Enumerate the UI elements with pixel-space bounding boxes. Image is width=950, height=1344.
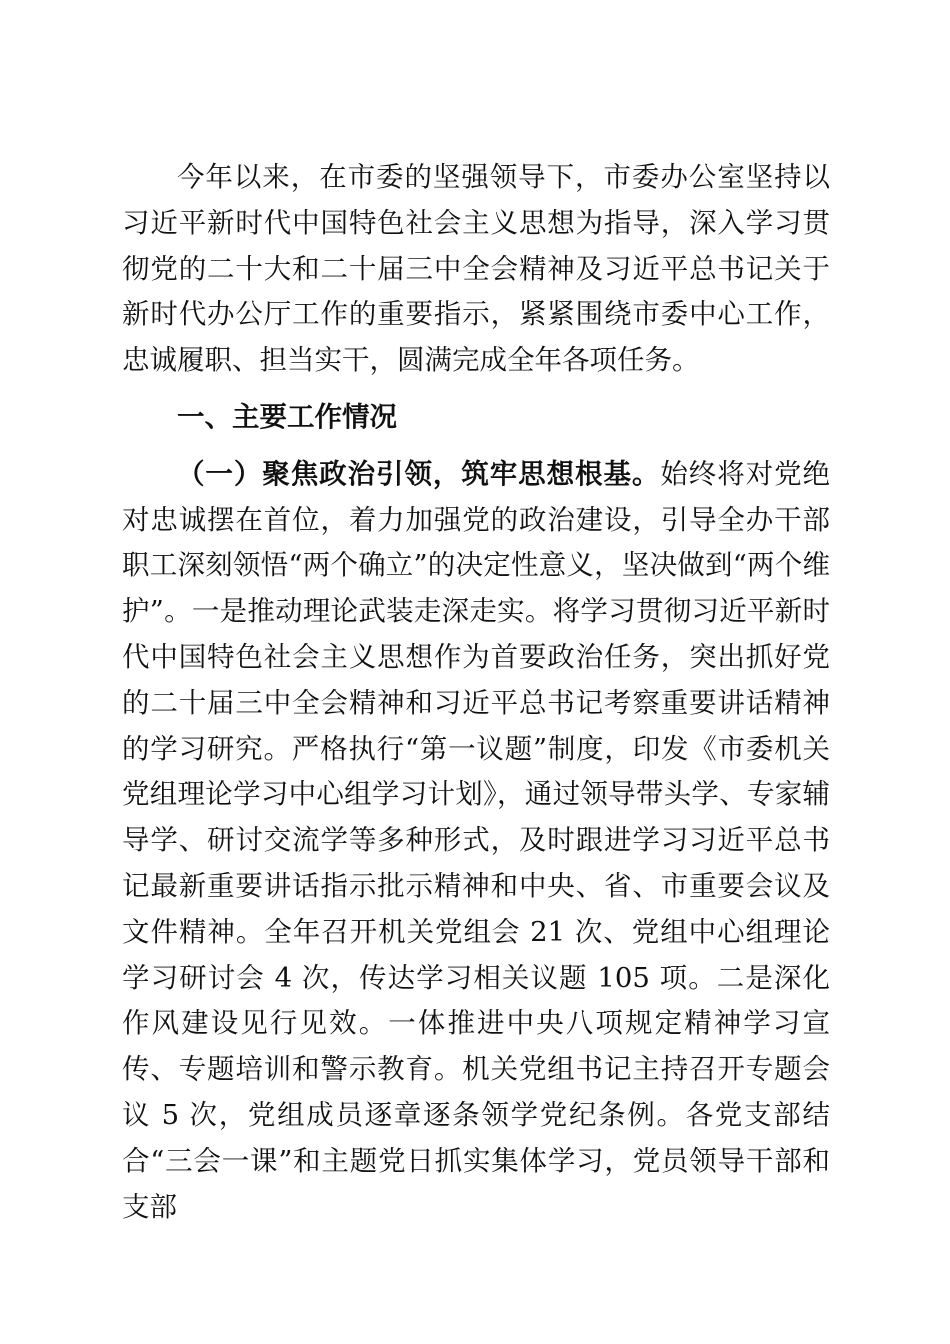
subsection-paragraph (122, 452, 830, 1231)
subsection-lead: （一）聚焦政治引领，筑牢思想根基。 (177, 457, 661, 490)
document-body (122, 155, 830, 1230)
section-heading: 一、主要工作情况 (177, 400, 397, 433)
intro-paragraph: 今年以来，在市委的坚强领导下，市委办公室坚持以习近平新时代中国特色社会主义思想为指导，深入学习贯彻党的二十大和二十届三中全会精神及习近平总书记关于新时代办公厅工作的重要指示，紧紧围绕市委中心工作，忠诚履职、担当实干，圆满完成全年各项任务。 (122, 161, 830, 377)
subsection-body: 始终将对党绝对忠诚摆在首位，着力加强党的政治建设，引导全办干部职工深刻领悟“两个确立”的决定性意义，坚决做到“两个维护”。一是推动理论武装走深走实。将学习贯彻习近平新时代中国特色社会主义思想作为首要政治任务，突出抓好党的二十届三中全会精神和习近平总书记考察重要讲话精神的学习研究。严格执行“第一议题”制度，印发《市委机关党组理论学习中心组学习计划》，通过领导带头学、专家辅导学、研讨交流学等多种形式，及时跟进学习习近平总书记最新重要讲话指示批示精神和中央、省、市重要会议及文件精神。全年召开机关党组会 21 次、党组中心组理论学习研讨会 4 次，传达学习相关议题 105 项。二是深化作风建设见行见效。一体推进中央八项规定精神学习宣传、专题培训和警示教育。机关党组书记主持召开专题会议 5 次，党组成员逐章逐条领学党纪条例。各党支部结合“三会一课”和主题党日抓实集体学习，党员领导干部和支部 (122, 457, 831, 1223)
